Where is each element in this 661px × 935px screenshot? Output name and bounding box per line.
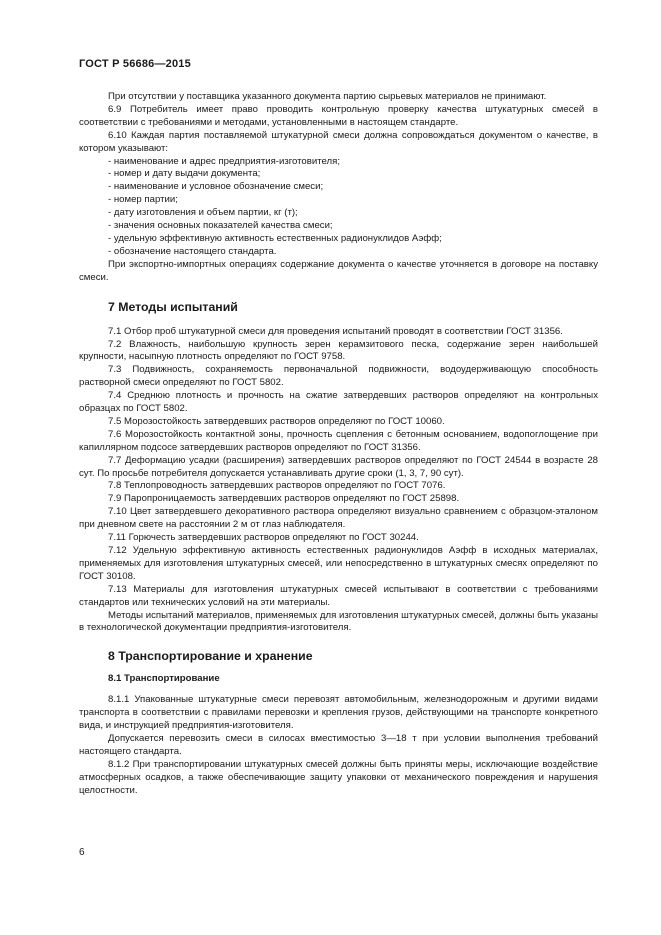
list-item: - дату изготовления и объем партии, кг (т); xyxy=(108,207,298,219)
paragraph: 7.1 Отбор проб штукатурной смеси для проведения испытаний проводят в соответствии ГОСТ 31356. xyxy=(108,325,563,337)
paragraph: 8.1.1 Упакованные штукатурные смеси перевозят автомобильным, железнодорожным и другими видами транспорта в соответствии с правилами перевозки и крепления грузов, действующими на транспорте конкретного вида, и инструкцией предприятия-изготовителя. xyxy=(79,694,598,732)
list-item: - номер партии; xyxy=(108,194,178,206)
paragraph: 7.2 Влажность, наибольшую крупность зерен керамзитового песка, содержание зерен наибольшей крупности, насыпную плотность определяют по ГОСТ 9758. xyxy=(79,338,598,363)
paragraph: При экспортно-импортных операциях содержание документа о качестве уточняется в договоре на поставку смеси. xyxy=(79,258,598,283)
paragraph: 7.5 Морозостойкость затвердевших растворов определяют по ГОСТ 10060. xyxy=(108,415,445,427)
list-item: - номер и дату выдачи документа; xyxy=(108,168,261,180)
paragraph: При отсутствии у поставщика указанного документа партию сырьевых материалов не принимают. xyxy=(108,91,547,102)
paragraph: 7.10 Цвет затвердевшего декоративного раствора определяют визуально сравнением с образцом-эталоном при дневном свете на расстоянии 2 м от глаз наблюдателя. xyxy=(79,506,598,531)
paragraph: 8.1.2 При транспортировании штукатурных смесей должны быть приняты меры, исключающие воздействие атмосферных осадков, а также обеспечивающие защиту упаковки от механического повреждения и нарушения целостности. xyxy=(79,758,598,796)
paragraph: 7.13 Материалы для изготовления штукатурных смесей испытывают в соответствии с требованиями стандартов или технических условий на эти материалы. xyxy=(79,583,598,608)
paragraph: 6.10 Каждая партия поставляемой штукатурной смеси должна сопровождаться документом о качестве, в котором указывают: xyxy=(79,129,598,154)
list-item: - обозначение настоящего стандарта. xyxy=(108,245,277,257)
list-item: - значения основных показателей качества смеси; xyxy=(108,220,333,232)
paragraph: 7.9 Паропроницаемость затвердевших растворов определяют по ГОСТ 25898. xyxy=(108,493,460,505)
paragraph: 7.12 Удельную эффективную активность естественных радионуклидов Аэфф в исходных материалах, применяемых для изготовления штукатурных смесей, или непосредственно в штукатурных смесях определяют по ГОСТ 30108. xyxy=(79,545,598,582)
paragraph: 6.9 Потребитель имеет право проводить контрольную проверку качества штукатурных смесей в соответствии с требованиями и методами, установленными в настоящем стандарте. xyxy=(79,103,598,128)
paragraph: 7.8 Теплопроводность затвердевших растворов определяют по ГОСТ 7076. xyxy=(108,480,446,492)
list-item: - наименование и условное обозначение смеси; xyxy=(108,181,324,193)
list-item: - удельную эффективную активность естественных радионуклидов Аэфф; xyxy=(108,232,442,244)
paragraph: Методы испытаний материалов, применяемых для изготовления штукатурных смесей, должны быть указаны в технологической документации предприятия-изготовителя. xyxy=(79,609,598,634)
section-heading: 8 Транспортирование и хранение xyxy=(108,649,313,664)
paragraph: 7.3 Подвижность, сохраняемость первоначальной подвижности, водоудерживающую способность растворной смеси определяют по ГОСТ 5802. xyxy=(79,364,598,389)
document-body xyxy=(79,91,598,798)
subsection-heading: 8.1 Транспортирование xyxy=(108,673,220,685)
paragraph: 7.4 Среднюю плотность и прочность на сжатие затвердевших растворов определяют на контрольных образцах по ГОСТ 5802. xyxy=(79,390,598,415)
page-number: 6 xyxy=(79,847,85,858)
paragraph: Допускается перевозить смеси в силосах вместимостью 3—18 т при условии выполнения требований настоящего стандарта. xyxy=(79,732,598,757)
list-item: - наименование и адрес предприятия-изготовителя; xyxy=(108,155,340,167)
paragraph: 7.6 Морозостойкость контактной зоны, прочность сцепления с бетонным основанием, водопоглощение при капиллярном подсосе затвердевших растворов определяют по ГОСТ 31356. xyxy=(79,428,598,453)
section-heading: 7 Методы испытаний xyxy=(108,299,238,314)
paragraph: 7.7 Деформацию усадки (расширения) затвердевших растворов определяют по ГОСТ 24544 в возрасте 28 сут. По просьбе потребителя допускается устанавливать другие сроки (1, 3, 7, 90 сут). xyxy=(79,454,598,479)
document-header: ГОСТ Р 56686—2015 xyxy=(79,58,191,70)
paragraph: 7.11 Горючесть затвердевших растворов определяют по ГОСТ 30244. xyxy=(108,532,419,544)
